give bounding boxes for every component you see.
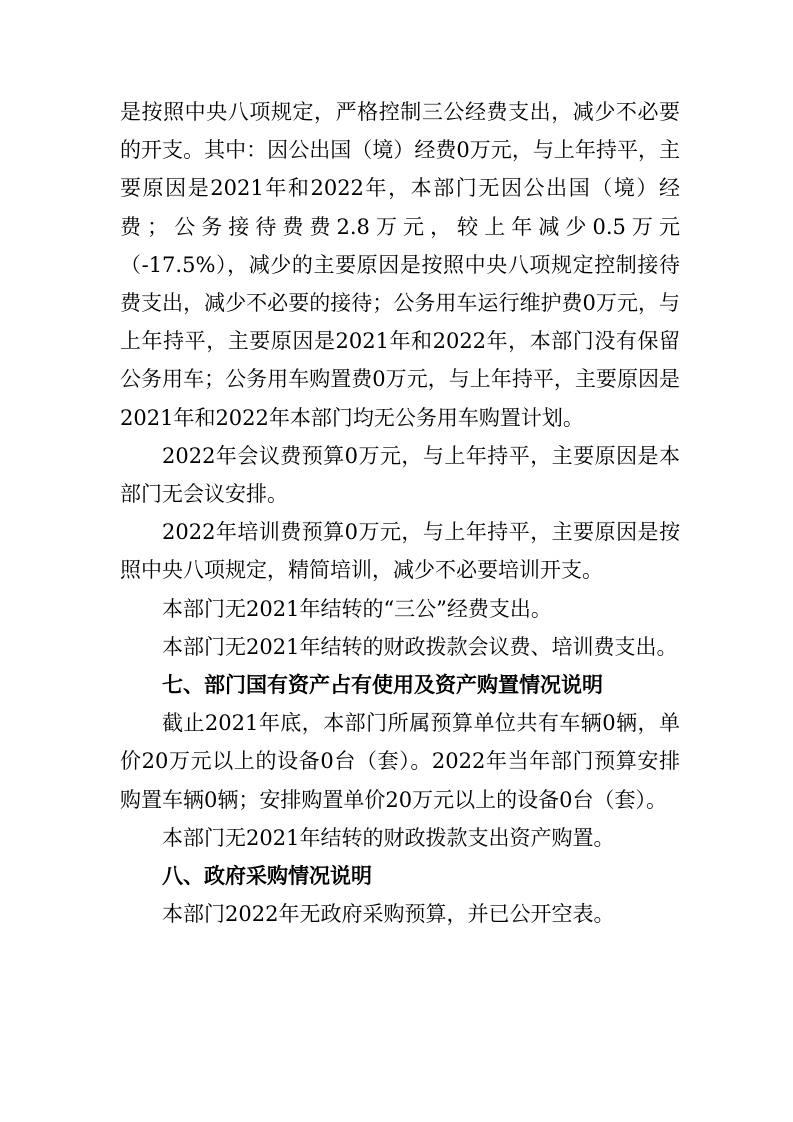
paragraph-training-expenses: 2022年培训费预算0万元，与上年持平，主要原因是按照中央八项规定，精简培训，减少不必要培训开支。 [120, 520, 680, 583]
paragraph-assets-vehicles-equipment: 截止2021年底，本部门所属预算单位共有车辆0辆，单价20万元以上的设备0台（套）。2022年当年部门预算安排购置车辆0辆；安排购置单价20万元以上的设备0台（套）。 [120, 711, 680, 812]
paragraph-meeting-expenses: 2022年会议费预算0万元，与上年持平，主要原因是本部门无会议安排。 [120, 443, 680, 507]
paragraph-carryover-three-public: 本部门无2021年结转的“三公”经费支出。 [162, 596, 552, 621]
paragraph-assets-carryover: 本部门无2021年结转的财政拨款支出资产购置。 [162, 825, 615, 850]
document-page [120, 93, 680, 933]
paragraph-three-public-expenses: 是按照中央八项规定，严格控制三公经费支出，减少不必要的开支。其中：因公出国（境）经费0万元，与上年持平，主要原因是2021年和2022年，本部门无因公出国（境）经费；公务接待费费2.8万元，较上年减少0.5万元（-17.5%），减少的主要原因是按照中央八项规定控制接待费支出，减少不必要的接待；公务用车运行维护费0万元，与上年持平，主要原因是2021年和2022年，本部门没有保留公务用车；公务用车购置费0万元，与上年持平，主要原因是2021年和2022年本部门均无公务用车购置计划。 [120, 100, 680, 430]
section-heading-procurement: 八、政府采购情况说明 [162, 864, 372, 889]
paragraph-procurement: 本部门2022年无政府采购预算，并已公开空表。 [162, 902, 615, 927]
section-heading-assets: 七、部门国有资产占有使用及资产购置情况说明 [162, 673, 603, 698]
paragraph-carryover-meeting-training: 本部门无2021年结转的财政拨款会议费、培训费支出。 [162, 634, 678, 659]
